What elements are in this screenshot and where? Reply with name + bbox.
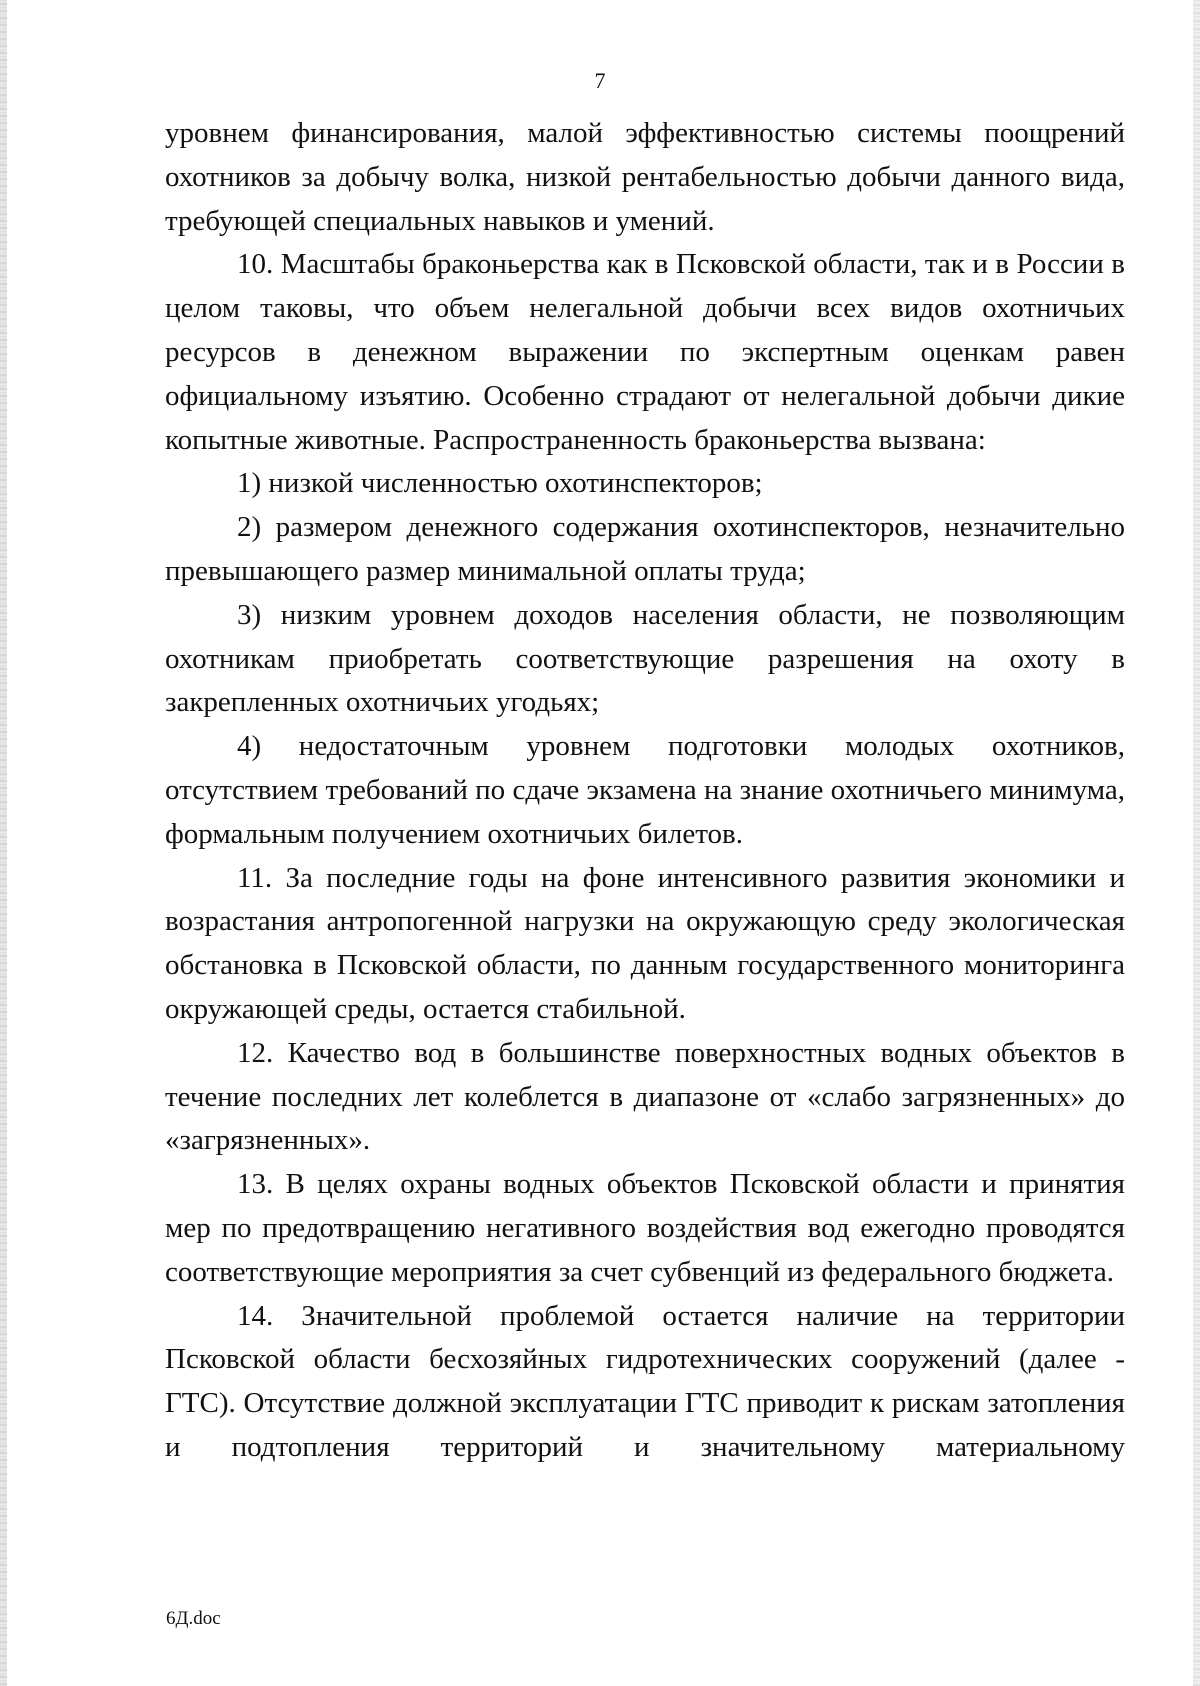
scan-edge-left bbox=[0, 0, 7, 1686]
paragraph-item-14: 14. Значительной проблемой остается наличие на территории Псковской области бесхозяйных гидротехнических сооружений (далее - ГТС). Отсутствие должной эксплуатации ГТС приводит к рискам затопления и подтопления территорий и значительному материальному bbox=[165, 1299, 1125, 1463]
paragraph-continuation: уровнем финансирования, малой эффективностью системы поощрений охотников за добычу волка, низкой рентабельностью добычи данного вида, требующей специальных навыков и умений. bbox=[165, 117, 1125, 237]
list-item-4: 4) недостаточным уровнем подготовки молодых охотников, отсутствием требований по сдаче экзамена на знание охотничьего минимума, формальным получением охотничьих билетов. bbox=[165, 730, 1125, 850]
footer-filename: 6Д.doc bbox=[166, 1608, 221, 1629]
paragraph-item-13: 13. В целях охраны водных объектов Псковской области и принятия мер по предотвращению негативного воздействия вод ежегодно проводятся соответствующие мероприятия за счет субвенций из федерального бюджета. bbox=[165, 1168, 1125, 1288]
scan-edge-right bbox=[1193, 0, 1200, 1686]
paragraph-item-12: 12. Качество вод в большинстве поверхностных водных объектов в течение последних лет колеблется в диапазоне от «слабо загрязненных» до «загрязненных». bbox=[165, 1036, 1125, 1157]
page-number: 7 bbox=[594, 68, 606, 93]
list-item-1: 1) низкой численностью охотинспекторов; bbox=[237, 467, 763, 500]
document-body bbox=[165, 112, 1125, 1470]
paragraph-item-10: 10. Масштабы браконьерства как в Псковской области, так и в России в целом таковы, что объем нелегальной добычи всех видов охотничьих ресурсов в денежном выражении по экспертным оценкам равен официальному изъятию. Особенно страдают от нелегальной добычи дикие копытные животные. Распространенность браконьерства вызвана: bbox=[165, 248, 1125, 456]
paragraph-item-11: 11. За последние годы на фоне интенсивного развития экономики и возрастания антропогенной нагрузки на окружающую среду экологическая обстановка в Псковской области, по данным государственного мониторинга окружающей среды, остается стабильной. bbox=[165, 861, 1125, 1025]
list-item-3: 3) низким уровнем доходов населения области, не позволяющим охотникам приобретать соответствующие разрешения на охоту в закрепленных охотничьих угодьях; bbox=[165, 598, 1125, 719]
list-item-2: 2) размером денежного содержания охотинспекторов, незначительно превышающего размер минимальной оплаты труда; bbox=[165, 511, 1125, 587]
